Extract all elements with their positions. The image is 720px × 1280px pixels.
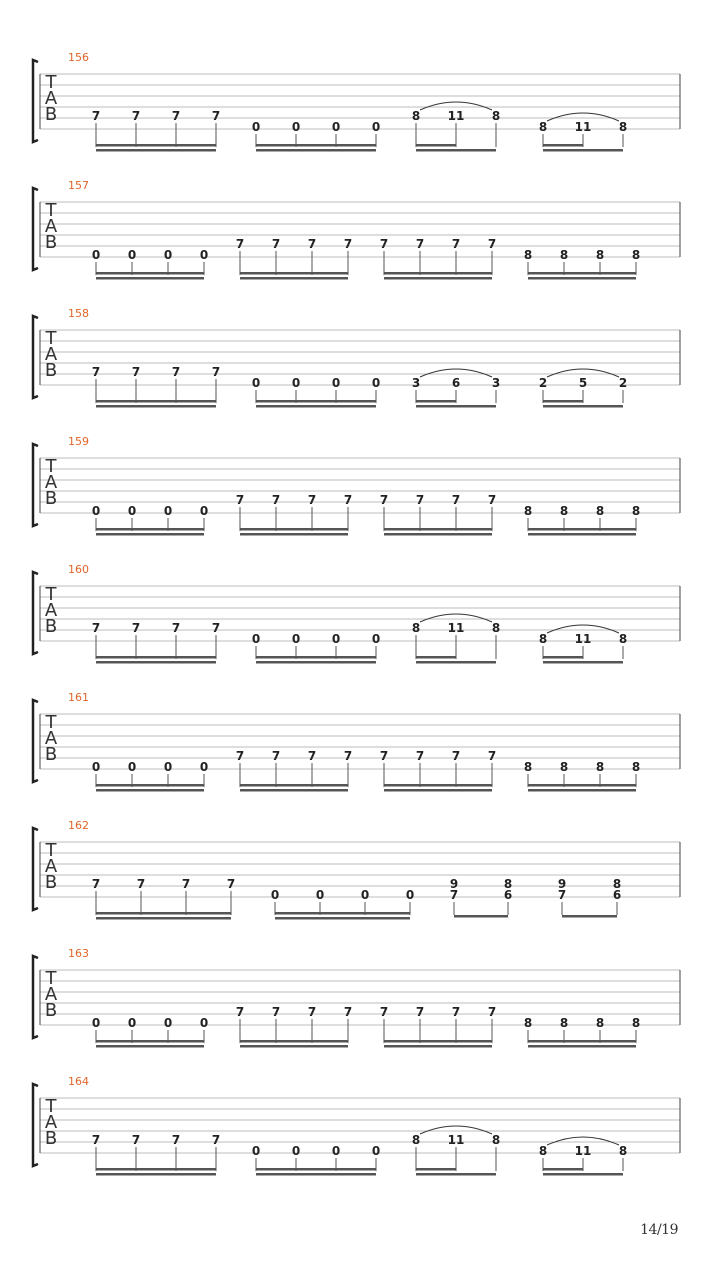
fret-number: 7 [379,749,389,763]
fret-number: 8 [523,1016,533,1030]
fret-number: 0 [251,120,261,134]
beam [384,784,492,787]
beam [543,656,583,659]
beam [543,405,623,408]
tab-system-162 [33,819,680,920]
tab-clef-letter: A [44,984,58,1005]
tab-system-164 [33,1075,680,1176]
tab-clef-letter: A [44,728,58,749]
fret-number: 0 [127,1016,137,1030]
tab-system-157 [33,179,680,280]
fret-number: 8 [538,632,548,646]
fret-number: 8 [618,632,628,646]
fret-number: 8 [411,621,421,635]
fret-number: 7 [91,621,101,635]
beam [384,528,492,531]
fret-number: 0 [91,1016,101,1030]
fret-number: 7 [449,888,459,902]
beam [528,784,636,787]
fret-number: 0 [291,376,301,390]
tab-clef-letter: T [45,200,57,221]
fret-number: 8 [618,120,628,134]
tab-system-163 [33,947,680,1048]
tab-clef-letter: B [44,488,58,509]
fret-number: 0 [371,120,381,134]
fret-number: 5 [578,376,588,390]
fret-number: 11 [447,109,465,123]
fret-number: 7 [487,749,497,763]
fret-number: 7 [415,1005,425,1019]
tab-clef-letter: T [45,840,57,861]
fret-number: 11 [574,120,592,134]
tab-clef-letter: T [45,1096,57,1117]
fret-number: 0 [199,1016,209,1030]
fret-number: 7 [211,109,221,123]
beam [96,277,204,280]
beam [416,1168,456,1171]
fret-number: 0 [127,504,137,518]
beam [256,656,376,659]
fret-number: 0 [371,376,381,390]
fret-number: 7 [181,877,191,891]
fret-number: 11 [447,1133,465,1147]
tab-clef-letter: B [44,360,58,381]
fret-number: 0 [251,632,261,646]
beam [256,400,376,403]
fret-number: 0 [199,248,209,262]
beam [96,149,216,152]
beam [96,1173,216,1176]
beam [96,533,204,536]
fret-number: 8 [523,760,533,774]
tab-clef-letter: B [44,744,58,765]
beam [528,1045,636,1048]
fret-number: 8 [491,109,501,123]
beam [240,789,348,792]
beam [96,917,231,920]
fret-number: 6 [503,888,513,902]
system-bracket [33,956,38,1038]
fret-number: 7 [307,749,317,763]
measure-number: 159 [68,435,89,448]
beam [416,400,456,403]
fret-number: 8 [538,120,548,134]
fret-number: 0 [127,760,137,774]
fret-number: 7 [271,237,281,251]
beam [96,656,216,659]
fret-number: 7 [271,749,281,763]
tab-clef-letter: A [44,600,58,621]
measure-number: 163 [68,947,89,960]
fret-number: 0 [371,632,381,646]
fret-number: 7 [487,237,497,251]
fret-number: 8 [612,877,622,891]
tab-clef-letter: A [44,216,58,237]
measure-number: 156 [68,51,89,64]
fret-number: 7 [171,621,181,635]
fret-number: 8 [559,248,569,262]
fret-number: 11 [574,1144,592,1158]
beam [528,277,636,280]
system-bracket [33,444,38,526]
fret-number: 7 [131,365,141,379]
fret-number: 7 [343,1005,353,1019]
beam [543,149,623,152]
fret-number: 8 [631,1016,641,1030]
beam [256,149,376,152]
fret-number: 7 [171,109,181,123]
fret-number: 9 [557,877,567,891]
fret-number: 7 [343,237,353,251]
beam [416,405,496,408]
fret-number: 7 [271,1005,281,1019]
fret-number: 7 [91,365,101,379]
beam [96,789,204,792]
beam [275,912,410,915]
fret-number: 0 [331,1144,341,1158]
tab-system-159 [33,435,680,536]
fret-number: 8 [595,504,605,518]
tab-clef-letter: T [45,328,57,349]
beam [240,1040,348,1043]
tab-clef-letter: B [44,1128,58,1149]
beam [96,528,204,531]
fret-number: 0 [91,760,101,774]
beam [96,405,216,408]
fret-number: 7 [131,621,141,635]
beam [256,405,376,408]
fret-number: 8 [559,760,569,774]
system-bracket [33,700,38,782]
beam [96,1045,204,1048]
beam [96,1040,204,1043]
fret-number: 0 [199,504,209,518]
beam [384,1040,492,1043]
fret-number: 0 [291,1144,301,1158]
beam [240,528,348,531]
fret-number: 8 [559,1016,569,1030]
fret-number: 7 [451,1005,461,1019]
fret-number: 0 [163,1016,173,1030]
beam [528,1040,636,1043]
fret-number: 0 [291,632,301,646]
fret-number: 7 [487,1005,497,1019]
fret-number: 7 [343,493,353,507]
page-number: 14/19 [640,1222,678,1238]
fret-number: 6 [612,888,622,902]
fret-number: 11 [574,632,592,646]
beam [543,400,583,403]
fret-number: 7 [136,877,146,891]
fret-number: 8 [559,504,569,518]
beam [528,528,636,531]
beam [96,400,216,403]
fret-number: 7 [451,493,461,507]
tab-clef-letter: T [45,72,57,93]
fret-number: 7 [91,877,101,891]
fret-number: 8 [491,621,501,635]
beam [256,1168,376,1171]
fret-number: 2 [538,376,548,390]
fret-number: 7 [211,621,221,635]
fret-number: 7 [131,1133,141,1147]
fret-number: 8 [631,760,641,774]
system-bracket [33,1084,38,1166]
fret-number: 7 [211,365,221,379]
system-bracket [33,60,38,142]
beam [454,915,508,918]
fret-number: 8 [503,877,513,891]
fret-number: 0 [331,120,341,134]
measure-number: 161 [68,691,89,704]
fret-number: 0 [251,376,261,390]
tab-system-161 [33,691,680,792]
fret-number: 0 [127,248,137,262]
fret-number: 2 [618,376,628,390]
fret-number: 8 [618,1144,628,1158]
fret-number: 8 [411,109,421,123]
beam [543,1173,623,1176]
beam [543,661,623,664]
fret-number: 6 [451,376,461,390]
fret-number: 0 [360,888,370,902]
beam [96,272,204,275]
fret-number: 7 [307,493,317,507]
tab-clef-letter: B [44,872,58,893]
beam [416,661,496,664]
beam [562,915,617,918]
measure-number: 157 [68,179,89,192]
beam [384,272,492,275]
measure-number: 162 [68,819,89,832]
fret-number: 7 [557,888,567,902]
tab-clef-letter: T [45,968,57,989]
fret-number: 3 [411,376,421,390]
fret-number: 7 [379,1005,389,1019]
beam [96,1168,216,1171]
beam [240,1045,348,1048]
fret-number: 8 [631,248,641,262]
fret-number: 9 [449,877,459,891]
fret-number: 0 [251,1144,261,1158]
beam [240,277,348,280]
fret-number: 8 [595,760,605,774]
fret-number: 11 [447,621,465,635]
fret-number: 0 [405,888,415,902]
tab-system-158 [33,307,680,408]
fret-number: 7 [211,1133,221,1147]
fret-number: 7 [487,493,497,507]
tab-clef-letter: A [44,472,58,493]
measure-number: 158 [68,307,89,320]
fret-number: 8 [523,248,533,262]
fret-number: 0 [163,248,173,262]
beam [543,1168,583,1171]
fret-number: 7 [131,109,141,123]
fret-number: 0 [331,632,341,646]
beam [528,789,636,792]
fret-number: 7 [307,237,317,251]
tab-clef-letter: B [44,104,58,125]
fret-number: 0 [371,1144,381,1158]
tab-system-160 [33,563,680,664]
fret-number: 7 [379,237,389,251]
fret-number: 8 [595,1016,605,1030]
tab-system-156 [33,51,680,152]
tab-clef-letter: T [45,456,57,477]
tab-clef-letter: T [45,712,57,733]
fret-number: 7 [171,365,181,379]
fret-number: 7 [415,493,425,507]
beam [240,784,348,787]
beam [384,1045,492,1048]
fret-number: 7 [415,749,425,763]
beam [416,656,456,659]
beam [528,272,636,275]
fret-number: 0 [315,888,325,902]
fret-number: 7 [171,1133,181,1147]
fret-number: 0 [270,888,280,902]
beam [543,144,583,147]
measure-number: 160 [68,563,89,576]
tab-clef-letter: B [44,1000,58,1021]
measure-number: 164 [68,1075,89,1088]
system-bracket [33,316,38,398]
fret-number: 8 [631,504,641,518]
fret-number: 0 [163,504,173,518]
fret-number: 7 [307,1005,317,1019]
beam [384,277,492,280]
fret-number: 7 [91,109,101,123]
system-bracket [33,188,38,270]
beam [240,272,348,275]
fret-number: 7 [235,237,245,251]
beam [416,144,456,147]
beam [96,784,204,787]
tab-clef-letter: A [44,88,58,109]
fret-number: 3 [491,376,501,390]
tab-clef-letter: T [45,584,57,605]
fret-number: 0 [163,760,173,774]
fret-number: 8 [538,1144,548,1158]
tab-clef-letter: B [44,616,58,637]
fret-number: 8 [523,504,533,518]
beam [256,144,376,147]
fret-number: 7 [343,749,353,763]
fret-number: 7 [226,877,236,891]
beam [275,917,410,920]
beam [96,144,216,147]
tab-clef-letter: A [44,344,58,365]
tab-clef-letter: A [44,856,58,877]
fret-number: 7 [271,493,281,507]
beam [256,661,376,664]
fret-number: 7 [415,237,425,251]
beam [416,1173,496,1176]
fret-number: 8 [411,1133,421,1147]
fret-number: 7 [91,1133,101,1147]
fret-number: 7 [235,493,245,507]
beam [384,533,492,536]
beam [256,1173,376,1176]
fret-number: 0 [291,120,301,134]
fret-number: 0 [91,504,101,518]
system-bracket [33,572,38,654]
beam [240,533,348,536]
fret-number: 7 [235,749,245,763]
beam [96,912,231,915]
system-bracket [33,828,38,910]
tab-clef-letter: B [44,232,58,253]
tab-clef-letter: A [44,1112,58,1133]
beam [528,533,636,536]
fret-number: 7 [379,493,389,507]
beam [384,789,492,792]
fret-number: 0 [91,248,101,262]
fret-number: 7 [451,749,461,763]
fret-number: 7 [451,237,461,251]
beam [416,149,496,152]
beam [96,661,216,664]
fret-number: 8 [595,248,605,262]
fret-number: 8 [491,1133,501,1147]
fret-number: 0 [331,376,341,390]
fret-number: 0 [199,760,209,774]
fret-number: 7 [235,1005,245,1019]
